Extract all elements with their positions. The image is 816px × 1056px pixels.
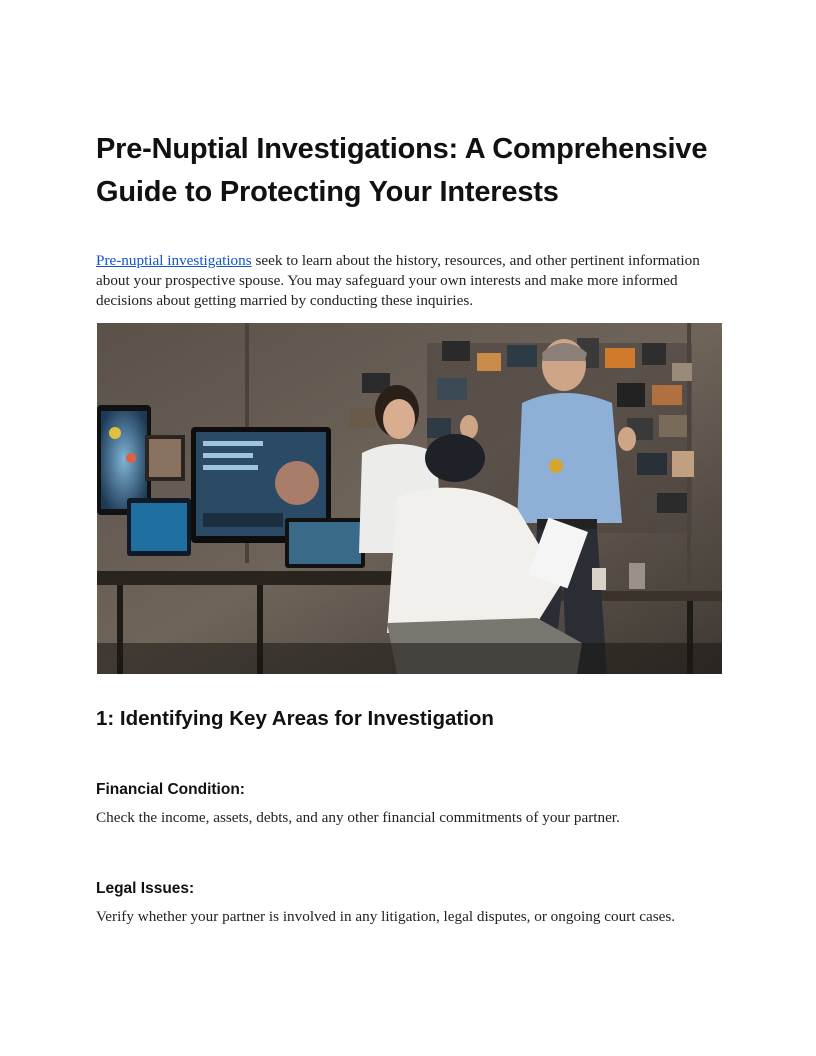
pre-nuptial-investigations-link[interactable]: Pre-nuptial investigations [96, 252, 252, 269]
section-1-heading: 1: Identifying Key Areas for Investigation [96, 707, 494, 730]
intro-text: seek to learn about the history, resources, and other pertinent information about your prospective spouse. You may safeguard your own interests and make more informed decisions about getting married by conducting these inquiries. [96, 252, 700, 309]
investigation-photo [97, 323, 722, 674]
intro-paragraph [96, 251, 726, 311]
financial-condition-text: Check the income, assets, debts, and any other financial commitments of your partner. [96, 809, 620, 826]
financial-condition-heading: Financial Condition: [96, 781, 245, 798]
legal-issues-text: Verify whether your partner is involved in any litigation, legal disputes, or ongoing court cases. [96, 908, 676, 925]
page-title: Pre-Nuptial Investigations: A Comprehensive Guide to Protecting Your Interests [96, 133, 708, 208]
investigation-photo-illustration [97, 323, 722, 674]
legal-issues-heading: Legal Issues: [96, 880, 195, 897]
